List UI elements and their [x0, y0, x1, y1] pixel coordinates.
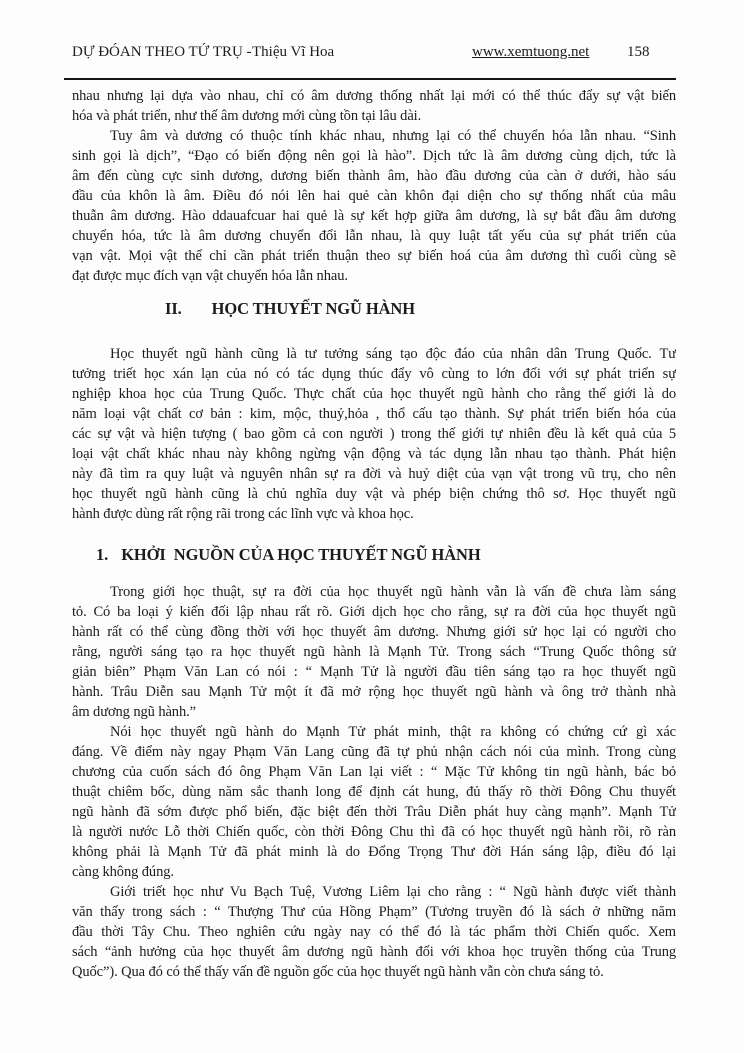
text-line: hành. Trâu Diễn sau Mạnh Tử một ít đã mở rộng học thuyết ngũ hành và ông trở thành nhà — [72, 684, 676, 700]
text-line: rằng, người sáng tạo ra học thuyết ngũ hành là Mạnh Tử. Trong sách “Trung Quốc thông sử — [72, 644, 676, 660]
text-line: Giới triết học như Vu Bạch Tuệ, Vương Liêm lại cho rằng : “ Ngũ hành được viết thành — [110, 884, 676, 900]
text-line: đáng. Về điểm này ngay Phạm Văn Lang cũng đã tự phủ nhận cách nói của mình. Trong cùng — [72, 744, 676, 760]
text-line: nghiệp khoa học của Trung Quốc. Thực chất của học thuyết ngũ hành cho rằng thế giới là do — [72, 386, 676, 402]
heading-number: 1. — [96, 545, 109, 564]
paragraph — [72, 126, 676, 286]
text-line: tỏ. Có ba loại ý kiến đối lập nhau rất rõ. Giới dịch học cho rằng, sự ra đời của học thuyết ngũ — [72, 604, 676, 620]
heading-text: HỌC THUYẾT NGŨ HÀNH — [211, 299, 415, 318]
text-line: càng không đúng. — [72, 864, 174, 880]
book-author: Thiệu Vĩ Hoa — [252, 44, 335, 60]
paragraph — [72, 582, 676, 722]
paragraph — [72, 882, 676, 982]
page-number: 158 — [627, 44, 650, 60]
text-line: này đã tìm ra quy luật và nguyên nhân sự ra đời và huỷ diệt của vạn vật trong vũ trụ, cho nên — [72, 466, 676, 482]
text-line: là người nước Lỗ thời Chiến quốc, còn thời Đông Chu thì đã có học thuyết ngũ hành rồi, rõ ràn — [72, 824, 676, 840]
text-line: ngũ hành đã sớm được phổ biến, đặc biệt đến thời Trâu Diễn phát huy càng mạnh”. Mạnh Tử — [72, 804, 676, 820]
text-line: sinh gọi là dịch”, “Đạo có biến động nên gọi là hào”. Dịch tức là âm dương cùng dịch, tức là — [72, 148, 676, 164]
paragraph — [72, 344, 676, 524]
heading-number: II. — [165, 299, 182, 318]
heading-text: KHỞI NGUỒN CỦA HỌC THUYẾT NGŨ HÀNH — [121, 545, 481, 564]
text-line: Nói học thuyết ngũ hành do Mạnh Tử phát minh, thật ra không có chứng cứ gì xác — [110, 724, 676, 740]
text-line: văn thấy trong sách : “ Thượng Thư của Hồng Phạm” (Tương truyền đó là sách ở những năm — [72, 904, 676, 920]
page-header — [72, 44, 676, 68]
text-line: sách “ảnh hưởng của học thuyết âm dương ngũ hành đối với khoa học truyền thống của Trung — [72, 944, 676, 960]
text-line: chuyển hóa, tức là âm dương chuyển đổi lẫn nhau, là quy luật tất yếu của sự phát triển của — [72, 228, 676, 244]
text-line: hành rất có thể cùng đồng thời với học thuyết âm dương. Nhưng giới sử học lại có người cho — [72, 624, 676, 640]
text-line: đầu của khôn là âm. Điều đó nói lên hai quẻ càn khôn đại diện cho sự thống nhất của mâu — [72, 188, 676, 204]
text-line: đầu thời Tây Chu. Theo nghiên cứu ngày nay có thể đó là tác phẩm thời Chiến quốc. Xem — [72, 924, 676, 940]
text-line: Học thuyết ngũ hành cũng là tư tưởng sáng tạo độc đáo của nhân dân Trung Quốc. Tư — [110, 346, 676, 362]
text-line: năm loại vật chất cơ bản : kim, mộc, thuỷ,hỏa , thổ cấu tạo thành. Sự phát triển biến hóa của — [72, 406, 676, 422]
section-heading — [72, 298, 676, 320]
text-line: Quốc”). Qua đó có thể thấy vấn đề nguồn gốc của học thuyết ngũ hành vẫn còn chưa sáng tỏ. — [72, 964, 604, 980]
text-line: vạn vật. Mọi vật thể chỉ cần phát triển thuận theo sự biến hoá của âm dương thì cuối cùng sẽ — [72, 248, 676, 264]
paragraph — [72, 86, 676, 126]
paragraph — [72, 722, 676, 882]
text-line: thuẫn âm dương. Hào ddauafcuar hai quẻ là sự kết hợp giữa âm dương, là sự bắt đầu âm dương — [72, 208, 676, 224]
text-line: hóa và phát triển, như thế âm dương mới cùng tồn tại lâu dài. — [72, 108, 422, 124]
text-line: loại vật chất khác nhau này không ngừng vận động và tác dụng lẫn nhau tạo thành. Phát hiện — [72, 446, 676, 462]
text-line: thuật chiêm bốc, dùng năm sắc thanh long để định cát hung, đủ thấy rõ thời Đông Chu thuyết — [72, 784, 676, 800]
text-line: hành được dùng rất rộng rãi trong các lĩnh vực và khoa học. — [72, 506, 414, 522]
text-line: âm dương ngũ hành.” — [72, 704, 196, 720]
text-line: tưởng triết học xán lạn của nó có tác dụng thúc đẩy vô cùng to lớn đối với sự phát triển sự — [72, 366, 676, 382]
document-body — [72, 86, 676, 982]
header-divider — [64, 78, 676, 80]
text-line: nhau nhưng lại dựa vào nhau, chỉ có âm dương thống nhất lại mới có thể thúc đẩy sự vật biến — [72, 88, 676, 104]
text-line: đạt được mục đích vạn vật chuyển hóa lẫn nhau. — [72, 268, 348, 284]
website-link[interactable]: www.xemtuong.net — [472, 44, 590, 60]
text-line: học thuyết ngũ hành cũng là chủ nghĩa duy vật và phép biện chứng thô sơ. Học thuyết ngũ — [72, 486, 676, 502]
text-line: chương của cuốn sách đó ông Phạm Văn Lan lại viết : “ Mặc Tử không tin ngũ hành, bác bỏ — [72, 764, 676, 780]
text-line: các sự vật và hiện tượng ( bao gồm cả con người ) trong thế giới tự nhiên đều là kết quả của 5 — [72, 426, 676, 442]
text-line: Trong giới học thuật, sự ra đời của học thuyết ngũ hành vẫn là vấn đề chưa làm sáng — [110, 584, 676, 600]
text-line: không phải là Mạnh Tử đã phát minh là do Đổng Trọng Thư đời Hán sáng lập, điều đó lại — [72, 844, 676, 860]
section-heading — [72, 544, 676, 566]
book-title: DỰ ĐÓAN THEO TỨ TRỤ - — [72, 44, 252, 60]
text-line: Tuy âm và dương có thuộc tính khác nhau, nhưng lại có thể chuyển hóa lẫn nhau. “Sinh — [110, 128, 676, 144]
text-line: âm đến cùng cực sinh dương, dương biến thành âm, hào đầu dương của càn ở dưới, hào sáu — [72, 168, 676, 184]
text-line: giản biên” Phạm Văn Lan có nói : “ Mạnh Tử là người đầu tiên sáng tạo ra học thuyết ngũ — [72, 664, 676, 680]
